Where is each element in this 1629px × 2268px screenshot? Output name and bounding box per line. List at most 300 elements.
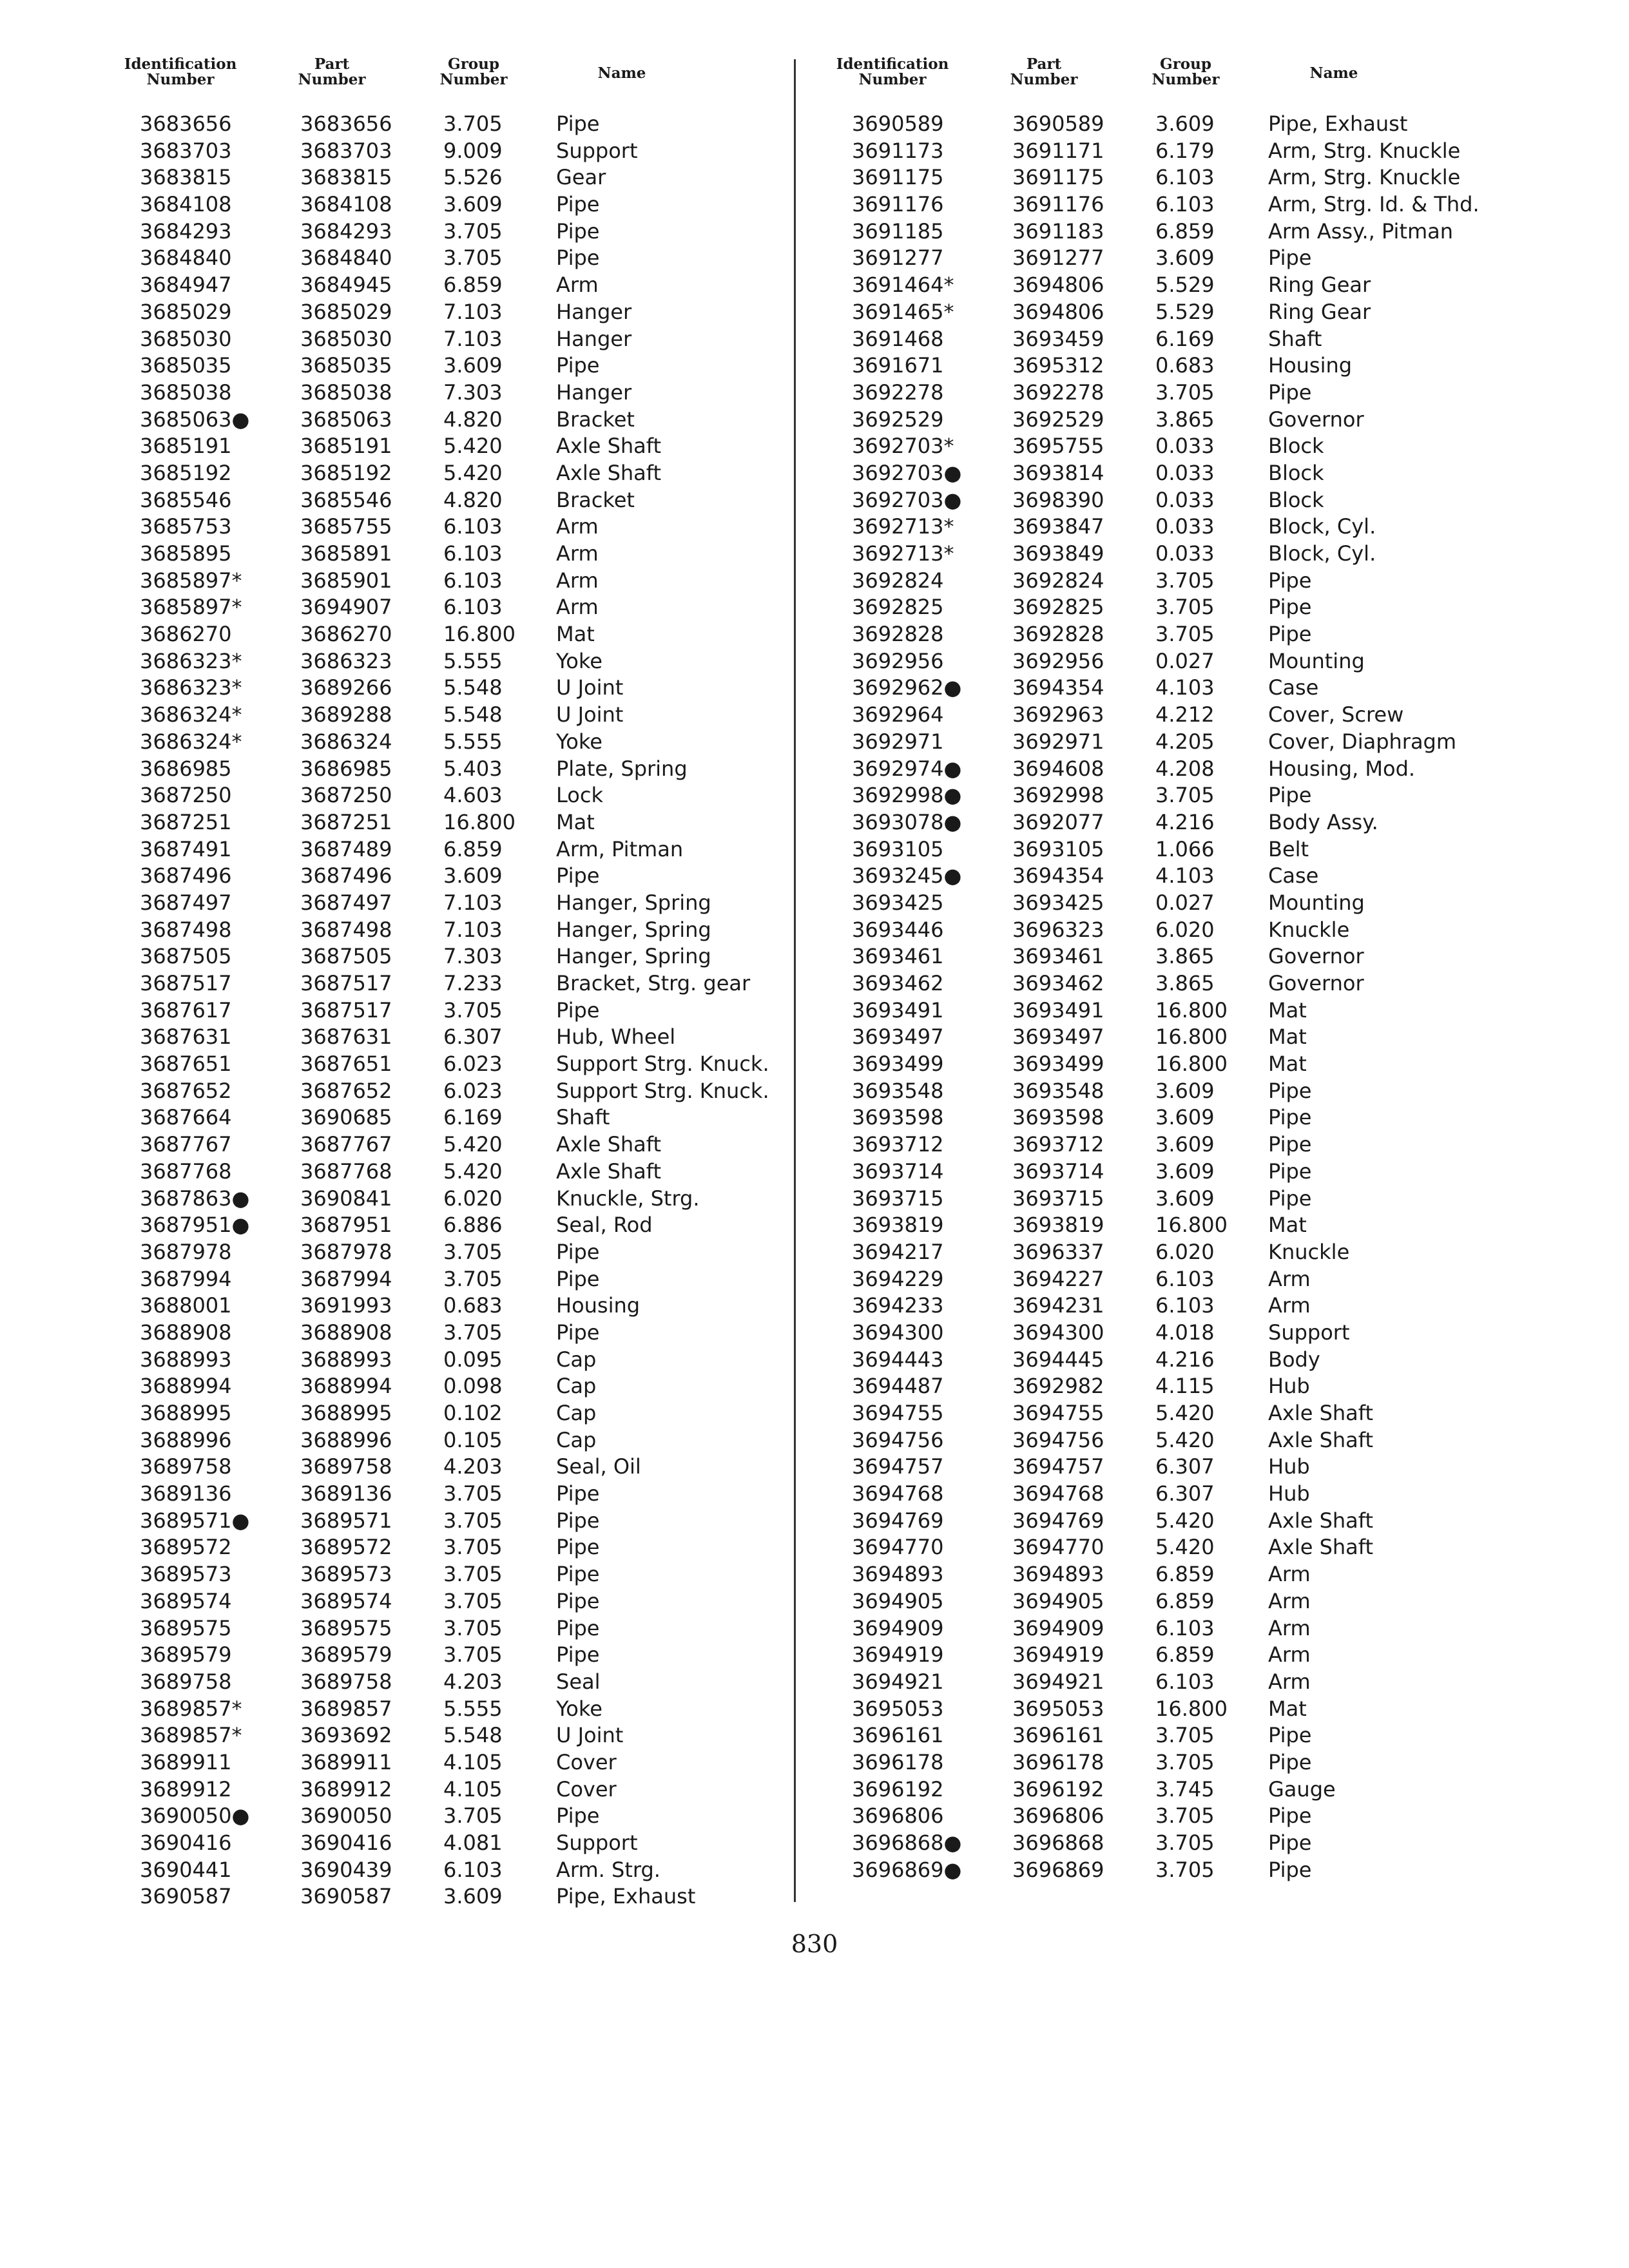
identification-number: 3685063● [140,407,250,432]
table-row [825,890,1498,917]
group-number: 4.203 [443,1669,503,1694]
group-number: 6.023 [443,1078,503,1103]
group-number: 6.103 [1155,1266,1215,1291]
identification-number: 3693245● [852,863,962,889]
part-name: Support Strg. Knuck. [556,1078,769,1103]
header-name: Name [1309,64,1358,82]
part-name: Pipe [556,111,600,136]
part-number: 3689571 [300,1508,392,1533]
table-row [825,326,1498,353]
part-name: Hanger, Spring [556,944,711,969]
table-row [113,1266,786,1293]
part-number: 3689136 [300,1481,392,1506]
table-row [113,675,786,702]
part-name: Pipe [556,1615,600,1640]
identification-number: 3692529 [852,407,944,432]
part-name: Arm Assy., Pitman [1268,218,1454,244]
part-name: Pipe [556,353,600,378]
identification-number: 3692713* [852,514,954,539]
left-column [113,55,786,1909]
table-row [113,299,786,326]
table-row [113,1427,786,1454]
part-number: 3685063 [300,407,392,432]
part-number: 3694445 [1012,1347,1104,1372]
part-name: Pipe [556,1481,600,1506]
part-name: Mat [1268,997,1307,1023]
group-number: 4.081 [443,1831,503,1855]
table-row [825,1669,1498,1696]
table-row [825,164,1498,191]
group-number: 0.105 [443,1427,503,1452]
group-number: 5.420 [443,1132,503,1157]
group-number: 3.609 [1155,1105,1215,1130]
identification-number: 3687994 [140,1266,232,1291]
part-name: Body [1268,1347,1320,1372]
table-row [825,541,1498,568]
group-number: 5.548 [443,1723,503,1748]
table-row [113,191,786,218]
part-name: Arm [1268,1562,1311,1587]
group-number: 5.420 [443,434,503,459]
part-name: Ring Gear [1268,273,1371,298]
part-name: Pipe [556,192,600,217]
part-number: 3685035 [300,353,392,378]
table-row [825,1803,1498,1830]
identification-number: 3694217 [852,1239,944,1264]
group-number: 6.886 [443,1213,503,1238]
group-number: 6.103 [443,568,503,593]
identification-number: 3695053 [852,1696,944,1721]
group-number: 3.705 [443,1266,503,1291]
group-number: 7.233 [443,971,503,995]
part-number: 3689574 [300,1588,392,1613]
part-number: 3691171 [1012,138,1104,163]
part-number: 3687496 [300,863,392,889]
table-row [113,756,786,783]
table-row [825,1293,1498,1320]
table-row [825,1266,1498,1293]
part-number: 3695755 [1012,434,1104,459]
group-number: 7.103 [443,326,503,351]
part-name: Yoke [556,1696,602,1721]
table-row [113,1320,786,1347]
identification-number: 3694921 [852,1669,944,1694]
identification-number: 3686323* [140,648,242,673]
group-number: 0.033 [1155,460,1215,485]
identification-number: 3689136 [140,1481,232,1506]
part-name: Lock [556,783,603,808]
part-name: Governor [1268,407,1364,432]
identification-number: 3687491 [140,836,232,861]
column-divider [794,59,796,1902]
group-number: 3.609 [1155,111,1215,136]
part-name: Axle Shaft [556,1132,662,1157]
table-row [113,1400,786,1427]
identification-number: 3692703● [852,487,962,512]
part-number: 3690050 [300,1803,392,1829]
part-number: 3692998 [1012,783,1104,808]
table-row [825,191,1498,218]
identification-number: 3689758 [140,1454,232,1479]
group-number: 4.103 [1155,863,1215,889]
part-name: Body Assy. [1268,809,1378,834]
part-name: Shaft [1268,326,1322,351]
group-number: 3.609 [443,353,503,378]
group-number: 3.705 [1155,1723,1215,1748]
identification-number: 3687517 [140,971,232,995]
identification-number: 3689573 [140,1562,232,1587]
right-column [825,55,1498,1882]
table-row [825,138,1498,165]
identification-number: 3685030 [140,326,232,351]
group-number: 3.865 [1155,971,1215,995]
group-number: 5.529 [1155,273,1215,298]
group-number: 3.705 [1155,568,1215,593]
part-number: 3693105 [1012,836,1104,861]
part-name: Ring Gear [1268,299,1371,324]
table-row [113,138,786,165]
table-row [825,407,1498,434]
group-number: 6.103 [443,1857,503,1882]
table-row [113,782,786,809]
part-name: Hub [1268,1454,1310,1479]
identification-number: 3691465* [852,299,954,324]
group-number: 3.705 [443,1239,503,1264]
part-number: 3694769 [1012,1508,1104,1533]
group-number: 3.609 [1155,1158,1215,1184]
part-name: Cover, Diaphragm [1268,729,1457,754]
part-number: 3685030 [300,326,392,351]
group-number: 6.103 [443,514,503,539]
part-name: Gear [556,165,606,190]
part-name: Block, Cyl. [1268,541,1376,566]
table-row [825,1158,1498,1186]
table-row [825,970,1498,997]
right-column-header [825,57,1498,95]
identification-number: 3693598 [852,1105,944,1130]
table-row [113,729,786,756]
identification-number: 3696868● [852,1831,962,1855]
part-name: Pipe [556,1239,600,1264]
part-number: 3691176 [1012,192,1104,217]
part-name: Mounting [1268,648,1365,673]
header-part-number: Part Number [1010,55,1078,88]
identification-number: 3694769 [852,1508,944,1533]
identification-number: 3694300 [852,1320,944,1345]
part-number: 3693425 [1012,890,1104,915]
group-number: 7.103 [443,890,503,915]
table-row [113,648,786,675]
part-number: 3693712 [1012,1132,1104,1157]
table-row [825,272,1498,299]
part-name: Seal [556,1669,601,1694]
part-number: 3687505 [300,944,392,969]
table-row [113,352,786,380]
table-row [825,1561,1498,1588]
identification-number: 3693491 [852,997,944,1023]
part-number: 3690587 [300,1884,392,1909]
identification-number: 3694893 [852,1562,944,1587]
identification-number: 3688908 [140,1320,232,1345]
part-name: Arm [1268,1266,1311,1291]
identification-number: 3693425 [852,890,944,915]
group-number: 0.683 [443,1293,503,1318]
group-number: 1.066 [1155,836,1215,861]
part-number: 3687978 [300,1239,392,1264]
identification-number: 3686324* [140,702,242,727]
group-number: 6.103 [1155,1669,1215,1694]
part-number: 3686270 [300,622,392,647]
group-number: 16.800 [1155,997,1228,1023]
group-number: 3.865 [1155,407,1215,432]
group-number: 3.705 [443,111,503,136]
group-number: 6.020 [1155,917,1215,942]
part-number: 3689288 [300,702,392,727]
group-number: 3.609 [443,192,503,217]
part-number: 3694893 [1012,1562,1104,1587]
table-row [825,1588,1498,1615]
part-number: 3687497 [300,890,392,915]
part-number: 3695312 [1012,353,1104,378]
part-number: 3684840 [300,245,392,271]
part-number: 3693715 [1012,1186,1104,1211]
identification-number: 3687498 [140,917,232,942]
part-number: 3689758 [300,1669,392,1694]
identification-number: 3685191 [140,434,232,459]
part-number: 3693461 [1012,944,1104,969]
part-name: Cover [556,1776,617,1802]
table-row [825,917,1498,944]
part-number: 3689912 [300,1776,392,1802]
identification-number: 3689575 [140,1615,232,1640]
identification-number: 3687951● [140,1213,250,1238]
identification-number: 3684947 [140,273,232,298]
identification-number: 3690587 [140,1884,232,1909]
table-row [113,1454,786,1481]
part-number: 3694909 [1012,1615,1104,1640]
part-name: Pipe [556,1266,600,1291]
identification-number: 3686985 [140,756,232,781]
part-name: Governor [1268,971,1364,995]
table-row [825,997,1498,1024]
table-row [113,1669,786,1696]
group-number: 5.420 [1155,1427,1215,1452]
group-number: 3.705 [1155,595,1215,620]
part-name: Pipe [1268,1158,1312,1184]
part-number: 3687767 [300,1132,392,1157]
identification-number: 3692964 [852,702,944,727]
table-row [113,1642,786,1669]
table-row [113,1615,786,1642]
table-row [825,433,1498,460]
group-number: 3.705 [443,245,503,271]
header-identification-number: Identification Number [836,55,949,88]
part-number: 3696161 [1012,1723,1104,1748]
table-row [113,1830,786,1857]
table-row [113,1803,786,1830]
group-number: 6.859 [1155,1642,1215,1667]
part-number: 3693847 [1012,514,1104,539]
identification-number: 3685897* [140,568,242,593]
part-number: 3692956 [1012,648,1104,673]
identification-number: 3684293 [140,218,232,244]
part-name: Pipe [556,245,600,271]
identification-number: 3694770 [852,1535,944,1560]
table-row [825,675,1498,702]
group-number: 3.705 [1155,1803,1215,1829]
identification-number: 3687250 [140,783,232,808]
table-row [825,1131,1498,1158]
group-number: 5.420 [1155,1508,1215,1533]
group-number: 3.705 [443,1320,503,1345]
group-number: 5.420 [443,460,503,485]
identification-number: 3694755 [852,1401,944,1425]
part-number: 3688994 [300,1374,392,1399]
part-name: Arm [1268,1588,1311,1613]
identification-number: 3694909 [852,1615,944,1640]
identification-number: 3692974● [852,756,962,781]
part-name: Arm, Pitman [556,836,684,861]
group-number: 4.103 [1155,675,1215,700]
part-name: Pipe [1268,380,1312,405]
group-number: 3.609 [1155,1186,1215,1211]
table-row [825,594,1498,621]
part-name: Mat [1268,1213,1307,1238]
part-number: 3694756 [1012,1427,1104,1452]
table-row [113,1561,786,1588]
part-number: 3696178 [1012,1749,1104,1774]
table-row [825,1427,1498,1454]
identification-number: 3689857* [140,1723,242,1748]
part-name: Block, Cyl. [1268,514,1376,539]
table-row [113,245,786,272]
identification-number: 3693462 [852,971,944,995]
identification-number: 3694233 [852,1293,944,1318]
part-name: Plate, Spring [556,756,688,781]
part-name: Case [1268,863,1319,889]
part-number: 3685901 [300,568,392,593]
part-number: 3690416 [300,1831,392,1855]
part-number: 3694905 [1012,1588,1104,1613]
table-row [113,487,786,514]
identification-number: 3694443 [852,1347,944,1372]
part-name: Cap [556,1347,597,1372]
table-row [113,1051,786,1078]
part-name: Pipe [1268,1132,1312,1157]
group-number: 4.205 [1155,729,1215,754]
identification-number: 3687505 [140,944,232,969]
table-row [113,917,786,944]
group-number: 5.420 [1155,1535,1215,1560]
identification-number: 3696178 [852,1749,944,1774]
part-number: 3689911 [300,1749,392,1774]
identification-number: 3690441 [140,1857,232,1882]
group-number: 0.033 [1155,541,1215,566]
identification-number: 3685753 [140,514,232,539]
part-name: Hub, Wheel [556,1024,676,1050]
group-number: 6.179 [1155,138,1215,163]
part-name: U Joint [556,702,624,727]
part-name: Arm [556,595,599,620]
part-number: 3692971 [1012,729,1104,754]
identification-number: 3687617 [140,997,232,1023]
group-number: 5.548 [443,675,503,700]
group-number: 3.865 [1155,944,1215,969]
group-number: 4.603 [443,783,503,808]
table-row [113,1508,786,1535]
part-name: Hanger [556,380,632,405]
part-name: Pipe [1268,1831,1312,1855]
part-name: Mat [556,809,595,834]
identification-number: 3692703● [852,460,962,485]
part-name: Yoke [556,648,602,673]
table-row [113,407,786,434]
group-number: 6.103 [1155,1615,1215,1640]
table-row [825,1347,1498,1374]
part-number: 3692828 [1012,622,1104,647]
identification-number: 3683656 [140,111,232,136]
group-number: 3.705 [443,1535,503,1560]
group-number: 16.800 [443,809,516,834]
identification-number: 3693461 [852,944,944,969]
identification-number: 3692962● [852,675,962,700]
identification-number: 3693548 [852,1078,944,1103]
identification-number: 3693714 [852,1158,944,1184]
table-row [825,1642,1498,1669]
identification-number: 3692703* [852,434,954,459]
part-name: Pipe [1268,595,1312,620]
part-number: 3693714 [1012,1158,1104,1184]
part-name: Mat [1268,1052,1307,1077]
part-number: 3689573 [300,1562,392,1587]
part-name: Bracket [556,487,635,512]
table-row [113,218,786,245]
part-name: Pipe [556,1320,600,1345]
group-number: 16.800 [1155,1696,1228,1721]
group-number: 6.169 [1155,326,1215,351]
part-name: Arm [1268,1615,1311,1640]
table-row [113,460,786,487]
part-number: 3693459 [1012,326,1104,351]
group-number: 4.820 [443,407,503,432]
identification-number: 3690589 [852,111,944,136]
group-number: 3.745 [1155,1776,1215,1802]
group-number: 0.102 [443,1401,503,1425]
group-number: 3.705 [1155,1749,1215,1774]
part-name: Axle Shaft [1268,1508,1374,1533]
group-number: 3.609 [443,1884,503,1909]
part-name: Mat [556,622,595,647]
identification-number: 3696161 [852,1723,944,1748]
table-row [113,1078,786,1105]
part-name: Pipe [1268,783,1312,808]
part-name: Pipe [1268,1105,1312,1130]
table-row [113,164,786,191]
part-name: Arm [1268,1293,1311,1318]
identification-number: 3683703 [140,138,232,163]
left-column-header [113,57,786,95]
part-name: Pipe, Exhaust [1268,111,1408,136]
part-name: Pipe [556,1803,600,1829]
identification-number: 3685897* [140,595,242,620]
table-row [825,1024,1498,1051]
group-number: 3.609 [1155,1078,1215,1103]
identification-number: 3688995 [140,1401,232,1425]
part-number: 3693598 [1012,1105,1104,1130]
group-number: 3.705 [443,1615,503,1640]
group-number: 3.705 [1155,1831,1215,1855]
part-number: 3690685 [300,1105,392,1130]
